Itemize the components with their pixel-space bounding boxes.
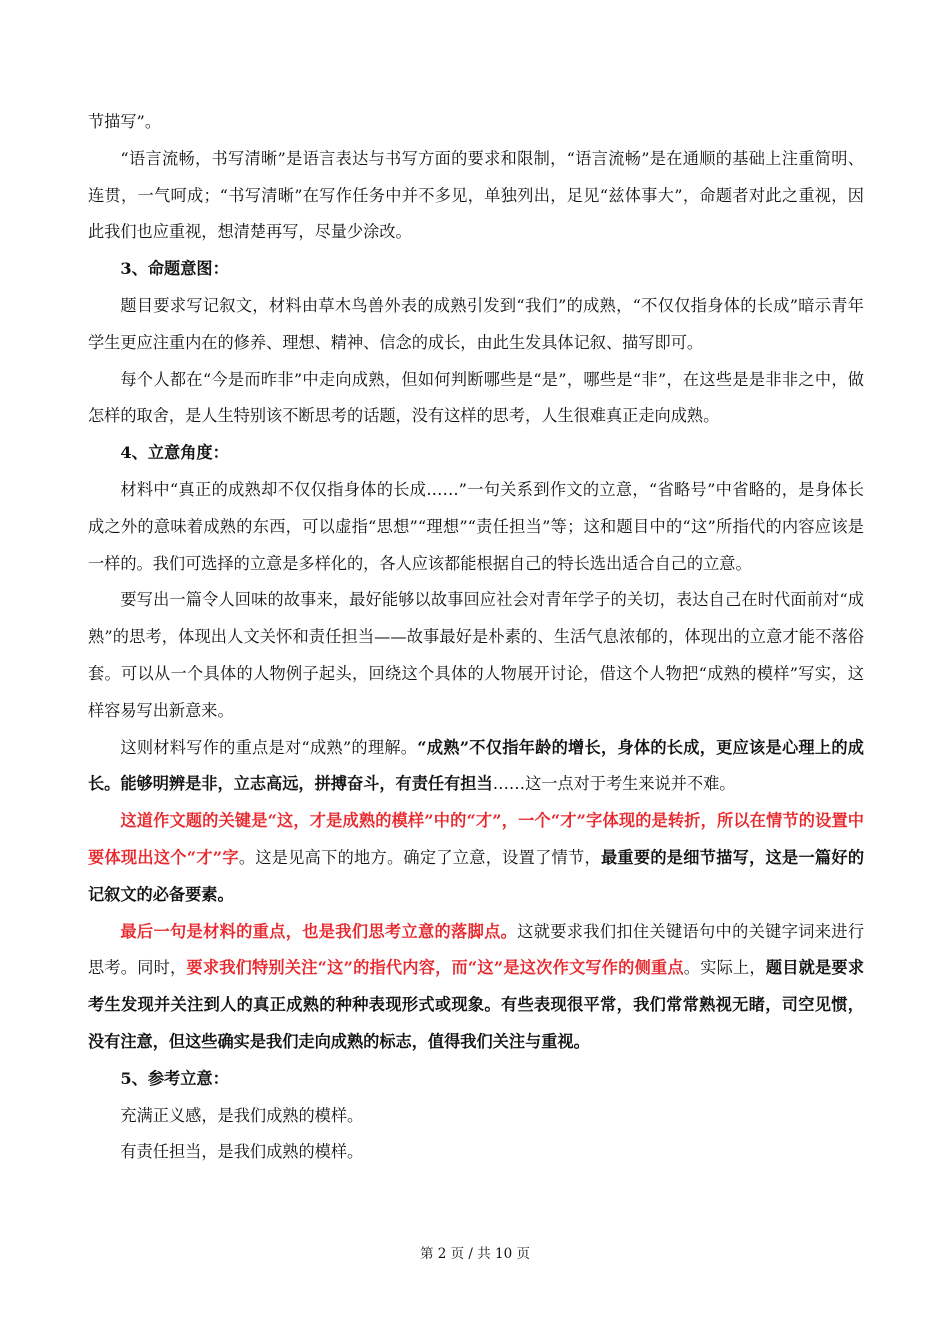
- paragraph-angle-3: 这则材料写作的重点是对“成熟”的理解。“成熟”不仅指年龄的增长，身体的长成，更应该是心理上的成长。能够明辨是非，立志高远，拼搏奋斗，有责任有担当……这一点对于考生来说并不难。: [88, 737, 864, 794]
- section-heading-angle: 4、立意角度：: [120, 443, 229, 463]
- bold-emphasis: 题目就是要求考生发现并关注到人的真正成熟的种种表现形式或现象。有些表现很平常，我们常常熟视无睹，司空见惯，没有注意，但这些确实是我们走向成熟的标志，值得我们关注与重视。: [88, 958, 865, 1051]
- red-emphasis: 要求我们特别关注“这”的指代内容，而“这”是这次作文写作的侧重点: [186, 958, 684, 978]
- paragraph-intent-2: 每个人都在“今是而昨非”中走向成熟，但如何判断哪些是“是”，哪些是“非”，在这些是是非非之中，做怎样的取舍，是人生特别该不断思考的话题，没有这样的思考，人生很难真正走向成熟。: [88, 369, 864, 426]
- document-body: [88, 104, 864, 1171]
- reference-item-2: 有责任担当，是我们成熟的模样。: [120, 1142, 364, 1162]
- paragraph-language-requirements: “语言流畅，书写清晰”是语言表达与书写方面的要求和限制，“语言流畅”是在通顺的基础上注重简明、连贯，一气呵成；“书写清晰”在写作任务中并不多见，单独列出，足见“兹体事大”，命题者对此之重视，因此我们也应重视，想清楚再写，尽量少涂改。: [88, 148, 864, 242]
- section-heading-reference: 5、参考立意：: [120, 1068, 229, 1088]
- reference-item-1: 充满正义感，是我们成熟的模样。: [120, 1105, 364, 1125]
- section-heading-intent: 3、命题意图：: [120, 259, 229, 279]
- paragraph-continuation: 节描写”。: [88, 112, 162, 131]
- paragraph-angle-4: 这道作文题的关键是“这，才是成熟的模样”中的“才”，一个“才”字体现的是转折，所以在情节的设置中要体现出这个“才”字。这是见高下的地方。确定了立意，设置了情节，最重要的是细节描写，这是一篇好的记叙文的必备要素。: [88, 811, 865, 904]
- paragraph-angle-2: 要写出一篇令人回味的故事来，最好能够以故事回应社会对青年学子的关切，表达自己在时代面前对“成熟”的思考，体现出人文关怀和责任担当——故事最好是朴素的、生活气息浓郁的，体现出的立意才能不落俗套。可以从一个具体的人物例子起头，回绕这个具体的人物展开讨论，借这个人物把“成熟的模样”写实，这样容易写出新意来。: [88, 590, 864, 720]
- bold-emphasis: “成熟”不仅指年龄的增长，身体的长成，更应该是心理上的成长。能够明辨是非，立志高远，拼搏奋斗，有责任有担当: [88, 737, 864, 794]
- paragraph-intent-1: 题目要求写记叙文，材料由草木鸟兽外表的成熟引发到“我们”的成熟，“不仅仅指身体的长成”暗示青年学生更应注重内在的修养、理想、精神、信念的成长，由此生发具体记叙、描写即可。: [88, 295, 864, 352]
- red-emphasis: 这道作文题的关键是“这，才是成熟的模样”中的“才”，一个“才”字体现的是转折，所以在情节的设置中要体现出这个“才”字: [88, 811, 864, 867]
- page-footer: 第 2 页 / 共 10 页: [419, 1246, 531, 1262]
- red-emphasis: 最后一句是材料的重点，也是我们思考立意的落脚点。: [120, 921, 518, 941]
- paragraph-angle-5: 最后一句是材料的重点，也是我们思考立意的落脚点。这就要求我们扣住关键语句中的关键字词来进行思考。同时，要求我们特别关注“这”的指代内容，而“这”是这次作文写作的侧重点。实际上，题目就是要求考生发现并关注到人的真正成熟的种种表现形式或现象。有些表现很平常，我们常常熟视无睹，司空见惯，没有注意，但这些确实是我们走向成熟的标志，值得我们关注与重视。: [88, 921, 865, 1051]
- paragraph-angle-1: 材料中“真正的成熟却不仅仅指身体的长成……”一句关系到作文的立意，“省略号”中省略的，是身体长成之外的意味着成熟的东西，可以虚指“思想”“理想”“责任担当”等；这和题目中的“这”所指代的内容应该是一样的。我们可选择的立意是多样化的，各人应该都能根据自己的特长选出适合自己的立意。: [88, 479, 864, 573]
- bold-emphasis: 最重要的是细节描写，这是一篇好的记叙文的必备要素。: [88, 847, 865, 904]
